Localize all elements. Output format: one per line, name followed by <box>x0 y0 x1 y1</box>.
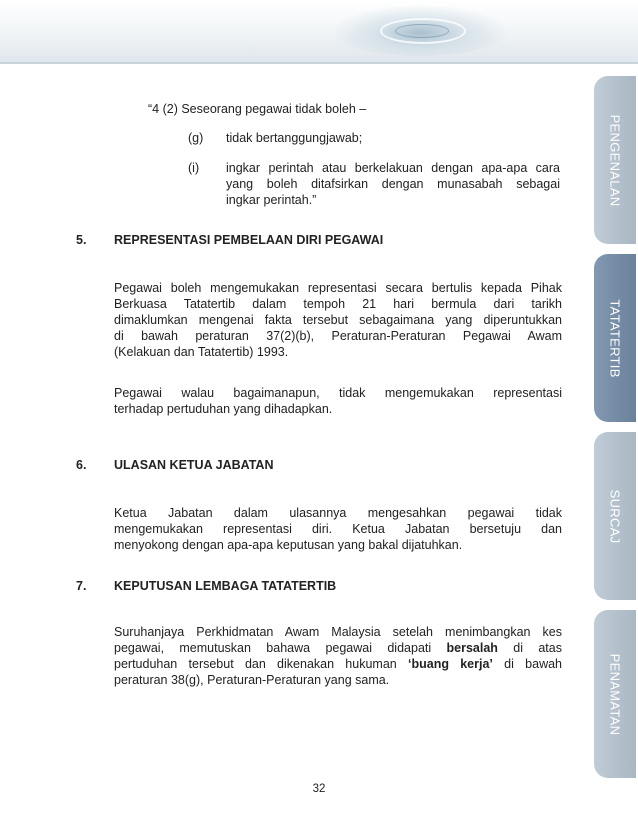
quote-item-label: (i) <box>188 161 200 175</box>
quote-item-label: (g) <box>188 131 204 145</box>
text-line: ingkar perintah.” <box>226 193 317 207</box>
tab-pengenalan-label: PENGENALAN <box>607 114 623 206</box>
section-paragraph <box>114 505 562 553</box>
text-line: Ketua Jabatan dalam ulasannya mengesahkan pegawai tidak <box>114 506 562 520</box>
tab-penamatan[interactable] <box>594 610 636 778</box>
quote-item-text <box>226 160 560 208</box>
text-line: terhadap pertuduhan yang dihadapkan. <box>114 402 333 416</box>
text-line: ingkar perintah atau berkelakuan dengan apa-apa cara <box>226 161 560 175</box>
tab-surcaj[interactable] <box>594 432 636 600</box>
text-line: yang boleh ditafsirkan dengan munasabah sebagai <box>226 177 560 191</box>
tab-penamatan-label: PENAMATAN <box>607 653 623 735</box>
section-heading: ULASAN KETUA JABATAN <box>114 458 274 472</box>
text-line: peraturan 38(g), Peraturan-Peraturan yang sama. <box>114 673 390 687</box>
text-line-rich: pertuduhan tersebut dan dikenakan hukuman ‘buang kerja’ di bawah <box>114 657 562 671</box>
page-number: 32 <box>312 783 326 795</box>
section-heading: REPRESENTASI PEMBELAAN DIRI PEGAWAI <box>114 233 384 247</box>
section-paragraph <box>114 280 562 360</box>
section-number: 6. <box>76 458 87 472</box>
section-paragraph <box>114 624 562 688</box>
text-line: Pegawai walau bagaimanapun, tidak mengemukakan representasi <box>114 386 562 400</box>
text-line: dimaklumkan mengenai fakta tersebut sebagaimana yang diperuntukkan <box>114 313 562 327</box>
section-heading: KEPUTUSAN LEMBAGA TATATERTIB <box>114 579 337 593</box>
text-line: di bawah peraturan 37(2)(b), Peraturan-Peraturan Pegawai Awam <box>114 329 562 343</box>
text-line: Pegawai boleh mengemukakan representasi secara bertulis kepada Pihak <box>114 281 562 295</box>
text-line: mengemukakan representasi diri. Ketua Jabatan bersetuju dan <box>114 522 562 536</box>
quote-item-text: tidak bertanggungjawab; <box>226 131 363 145</box>
tab-tatatertib-label: TATATERTIB <box>607 298 623 378</box>
section-paragraph <box>114 385 562 417</box>
page-header-banner <box>0 0 638 64</box>
text-line: (Kelakuan dan Tatatertib) 1993. <box>114 345 289 359</box>
section-number: 7. <box>76 579 87 593</box>
tab-surcaj-label: SURCAJ <box>607 489 623 543</box>
tab-tatatertib[interactable] <box>594 254 636 422</box>
text-line: menyokong dengan apa-apa keputusan yang bakal dijatuhkan. <box>114 538 463 552</box>
section-number: 5. <box>76 233 87 247</box>
header-divider <box>0 62 638 64</box>
text-line: Suruhanjaya Perkhidmatan Awam Malaysia setelah menimbangkan kes <box>114 625 562 639</box>
tab-pengenalan[interactable] <box>594 76 636 244</box>
text-line: Berkuasa Tatatertib dalam tempoh 21 hari bermula dari tarikh <box>114 297 562 311</box>
quote-intro: “4 (2) Seseorang pegawai tidak boleh – <box>148 102 367 116</box>
water-ripple-inner-graphic <box>395 24 449 38</box>
text-line-rich: pegawai, memutuskan bahawa pegawai didapati bersalah di atas <box>114 641 562 655</box>
